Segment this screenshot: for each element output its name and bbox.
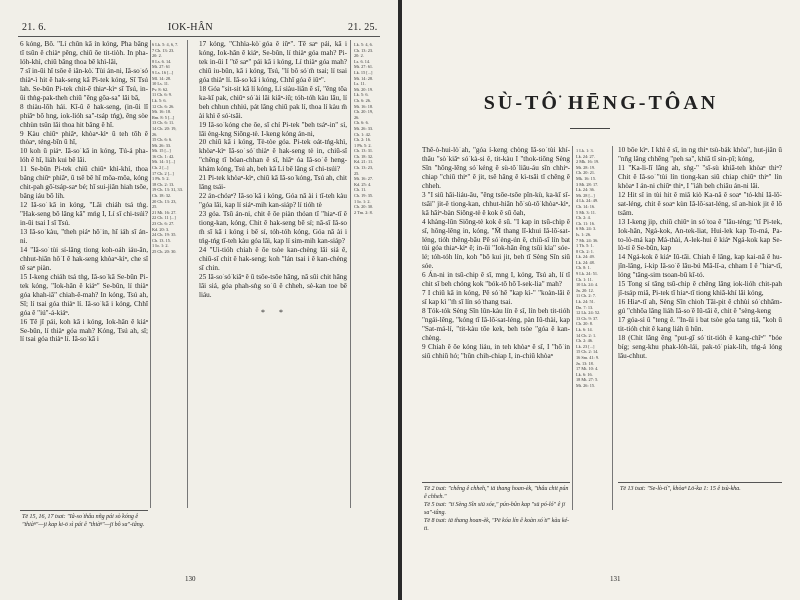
- cross-reference: 9 Lk. 24: 51.: [576, 271, 599, 277]
- cross-reference: Jn. 13: 18.: [576, 360, 594, 366]
- left-col2-paragraph: 22 án-chóaⁿ? Iâ-so͘ kā i kóng, Góa nā ài i tī-teh kàu "góa lâi, kap lí siáⁿ-mih kan-siáp? lí tióh tè: [199, 192, 347, 210]
- cross-reference: Ch. 2: 16.: [354, 137, 371, 143]
- right-footnote-2: Tē 13 tsat: "Se-lò-tí", khòaⁿ Lō͘-ka 1: 15 ê tsù-kha.: [620, 486, 741, 492]
- cross-reference: Lk. 5: 6.: [152, 97, 167, 103]
- cross-reference: 5 Mt. 3: 11.: [576, 209, 597, 215]
- cross-reference: 25 Ch. 20: 30.: [152, 248, 177, 254]
- left-col1-paragraph: 6 kóng, Bô. "Lí chûn kā ín kóng, Pha bâng tī tsûn ê chiàⁿ pêng, chiū ōe tit-tiòh. In pha-lóh-khì, chiū bâng thoa bē khì-lâi,: [20, 40, 148, 66]
- right-col1-paragraph: Thê-ò-hui-lò͘ ah, "góa í-keng chòng Iâ-so͘ tùi khí-thâu "sò͘ kiâⁿ só͘ kà-si ê, tit-kàu I "thok-tiōng Sèng Sîn "hōng-lêng só͘ kéng ê sù-tô͘ liâu-áu sīn chhiⁿ-chiap "chiū thiⁿ" ê jit, tsê hāng ê kì-tsāi tī chêng ê chheh.: [422, 146, 570, 190]
- left-col2-text: [199, 40, 347, 300]
- cross-reference: Ch. 20: 21.: [576, 170, 596, 176]
- right-col1-paragraph: 3 "I siū hāi-liáu-āu, "ēng tsōe-tsōe pîn-kù, ka-kī sī-tsāi" jit-ê tiong-kan, chhut-hiān hō͘ sù-tô͘ khòaⁿ-kìⁿ, kā hāiⁿ-bàn Siōng-tè ê kok ê sū ôah,: [422, 190, 570, 217]
- left-footnote: Tē 15, 16, 17 tsat: "Iâ-so͘ thâu nñg pái sò͘ kóng ê "thiàⁿ"—ji kap ki-ō sì pái ê "thiàⁿ"—jī bô sa"-tâng.: [22, 514, 145, 528]
- cross-reference: Ch. 1: 11.: [576, 276, 593, 282]
- cross-reference: 12 Ch. 6: 26.: [152, 103, 175, 109]
- cross-reference: 1 Io. 1: 2.: [152, 243, 169, 249]
- cross-reference: Jn. 20: 12.: [576, 287, 594, 293]
- right-col2-paragraph: 17 góa-sì ū "teng ê. "In-ūi i bat tsòe góa tang tiâ, "koh ū tit-tióh chit ê kang liáh ū hūn.: [618, 316, 782, 334]
- right-col2-paragraph: 16 Hiaⁿ-tī ah, Sèng Sîn chioh Tāi-pit ê chhùi só͘ chhâm-gú "chhōa lâng liáh Iâ-so͘ ê Iû-tāi ê, chit ê "sèng-keng: [618, 298, 782, 316]
- left-col1-paragraph: 10 koh ū piáⁿ. Iâ-so͘ kā in kóng, Tú-á pha-lóh ê hî, liáh kui bē lâi.: [20, 147, 148, 165]
- cross-reference: 26.: [152, 131, 158, 137]
- cross-reference: 1 Io. 1: 2.: [354, 198, 371, 204]
- cross-reference: 6 Lk. 5: 4, 6, 7.: [152, 42, 179, 47]
- right-footnote-rule-1: [422, 482, 570, 483]
- left-header-right: 21. 25.: [348, 22, 378, 33]
- cross-reference: 1 Lk. 1: 3.: [576, 148, 594, 153]
- cross-reference: Ch. 2: 46.: [576, 338, 593, 344]
- left-col1-paragraph: 12 Iâ-so͘ kā in kóng, "Lâi chiáh tsá tǹg. "Hak-seng bô lâng kā" mńg I, Lí sī chi-tsúi? in-ūi tsai I sī Tsú.: [20, 201, 148, 228]
- left-col1-paragraph: 14 "Iâ-so͘ tùi sí-lâng tiong koh-oáh iáu-ān, chhut-hiān hō͘ I ê hak-seng khòaⁿ-kìⁿ, che sī tē saⁿ piàn.: [20, 245, 148, 272]
- cross-reference: Mt. 28 [...]: [576, 192, 595, 198]
- cross-reference: 17 Ch. 2 [...]: [152, 170, 174, 176]
- cross-reference: Kd. 20: 3.: [152, 226, 170, 232]
- cross-reference: Mt. 26: 15.: [576, 382, 596, 388]
- left-col2-paragraph: 20 chiū kā i kóng, Tè-tòe góa. Pi-tek oát-tńg-khì, khòaⁿ-kìⁿ Iâ-so͘ só͘ thiàⁿ ê hak-seng tè in, chiū-sī "chêng tī bóan-chhan ê sî, hiâⁿ óa Iâ-so͘ ê heng-khám kóng, Tsú ah, beh kā Lí bē lâng sī chi-tsúi?: [199, 138, 347, 174]
- left-col1-paragraph: 8 thiàu-lōh hái. Kî-û ê hak-seng, (in-ūi lî phiâⁿ bô hng, iok-lióh sa"-tsáp tńg), êng sòe chhùn tsûn lâi thoa hit bâng ê hî.: [20, 102, 148, 129]
- right-col1: [422, 146, 570, 361]
- cross-reference: Ch. 13. 15.: [152, 237, 171, 243]
- left-divider-2: [187, 40, 188, 508]
- left-col1-paragraph: 13 Iâ-so͘ kàu, "theh piáⁿ hō͘ in, hī iáh sī án-ni.: [20, 228, 148, 245]
- cross-reference: Ch. 13: 31.: [354, 148, 374, 154]
- cross-reference: 11 Ch. 6: 9.: [152, 92, 173, 98]
- cross-reference: Ch. 1: 42.: [354, 131, 371, 137]
- cross-reference: 25.: [152, 204, 158, 210]
- cross-reference: 10 Lk. 24: 4.: [576, 282, 599, 288]
- cross-reference: 11 Ch. 2: 7.: [576, 293, 597, 299]
- cross-reference: Pv. 8: 62.: [152, 86, 169, 92]
- cross-reference: 8 Ch. 2: 1.: [576, 248, 595, 254]
- left-col1-paragraph: 9 Kàu chiūⁿ phiâⁿ, khòaⁿ-kìⁿ ū teh tōh ê thòaⁿ, téng-bīn ū hî,: [20, 129, 148, 147]
- left-col1-paragraph: 7 sī in-ūi hî tsōe ê iân-kò͘. Tùi án-ni, Iâ-so͘ só͘ thiàⁿ-ì hit ê hak-seng kā Pi-tek kóng, Sī Tsú lah. Se-bûn Pi-tek chit-ē thiaⁿ-kìⁿ sī Tsú, in-ūi thǹg-pak-theh chiū "êng gōa-sa" lâi bā,: [20, 66, 148, 102]
- left-col2-paragraph: 18 Góa "sit-sit kā lí kóng, Lí siàu-liân ê sî, "êng tōa ka-kī pak, chiūⁿ só͘ ài lâi kiâⁿ-iû; tóh-tóh kàu lāu, lí beh chhun chhiú, pát lâng chiū pak lí, thoa lí kàu m̄ ài khì ê só͘-tsāi.: [199, 84, 347, 120]
- right-divider-1: [572, 146, 573, 510]
- right-col2-paragraph: 15 Tong sí tāng tsū-chip ê chêng lâng iok-lióh chit-pah jī-tsáp miâ, Pi-tek tī hiaⁿ-tī tiong khiā-khí lâi kóng,: [618, 280, 782, 298]
- cross-reference: Ch. 14: 16.: [576, 203, 596, 209]
- section-stars: * *: [261, 308, 289, 317]
- cross-reference: Kd. 25: 4.: [354, 181, 372, 187]
- cross-reference: 7 Ch. 13: 23.: [152, 47, 175, 53]
- cross-reference: Ch. 8: 1.: [576, 265, 591, 271]
- cross-reference: Lk. 24: 51.: [576, 299, 595, 305]
- cross-reference: 9 Ls. 16 [...]: [152, 69, 174, 75]
- cross-reference: Kd. 21: 11.: [354, 159, 374, 165]
- cross-reference: Lk. 6: 16.: [576, 371, 593, 377]
- left-col2: [199, 40, 347, 300]
- cross-reference: 25.: [354, 170, 360, 176]
- right-footnotes-1: [424, 485, 570, 533]
- cross-reference: Mt. 16: 18.: [354, 103, 374, 109]
- cross-reference: 15 Ch. 6: 6.: [152, 137, 173, 143]
- left-header-rule: [18, 36, 380, 37]
- cross-reference: Ch. 13: 23.: [354, 47, 374, 53]
- cross-reference: 6 Mt. 24: 3.: [576, 226, 597, 232]
- cross-reference: Lk. 24: 48.: [576, 259, 595, 265]
- cross-reference: Ch. 13: 23,: [354, 165, 374, 171]
- cross-reference: 14 Ch. 2: 1.: [576, 332, 597, 338]
- left-col2-paragraph: 17 kóng, "Chhìa-kò͘ góa ê iûⁿ". Tē saⁿ pái, kā i kóng, Iok-hân ê kiáⁿ, Se-bûn, lí thiàⁿ góa mah? Pi-tek in-ūi I "tē saⁿ" pái kā i kóng, Lí thiàⁿ góa mah? chiū iu-būn, kā i kóng, Tsú, "lí bô só͘ m̄ tsai; lí tsai góa thiàⁿ lí. Iâ-so͘ kā i kóng, Chhī góa ê iûⁿ".: [199, 40, 347, 84]
- cross-reference: 13 Ch. 6: 11.: [152, 120, 175, 126]
- cross-reference: 18 Mt. 27: 5.: [576, 377, 599, 383]
- cross-reference: 18 Ch. 2: 13.: [152, 181, 175, 187]
- cross-reference: 22 Ch. 11 [...]: [152, 215, 176, 221]
- cross-reference: Ch. 20: 8.: [576, 321, 593, 327]
- left-divider-3: [350, 40, 351, 508]
- footnote-line: Tē 5 tsat: "tī Sèng Sîn siū sóe," pún-bûn kap "sū pó-ló" ê jī sa"-tâng.: [424, 502, 566, 516]
- cross-reference: 23 Ch. 6: 27.: [152, 221, 175, 226]
- cross-reference: 20: 2.: [152, 53, 162, 59]
- cross-reference: 13 Ch. 9: 37.: [576, 315, 599, 321]
- cross-reference: 2 Tm. 2: 8.: [354, 209, 373, 215]
- cross-reference: Mt. 14: 3 [...]: [152, 159, 176, 165]
- cross-reference: 10 Ls. 11.: [152, 81, 170, 87]
- footnote-line: Tē 8 tsat: iā thang hoan-èk, "Pē kóa lín ê koàn só͘ ti" kàu ké-ti.: [424, 518, 570, 532]
- footnote-line: Tē 2 tsat: "chêng ê chheh," iā thang hoan-èk, "thâu chit pún ê chheh.": [424, 486, 569, 500]
- right-col2: [618, 146, 782, 361]
- cross-reference: 16 Ch. 1: 42.: [152, 153, 175, 159]
- cross-reference: 20: 2.: [354, 53, 364, 59]
- cross-reference: Lk. 5: 4, 6.: [354, 42, 373, 47]
- cross-reference: Ch. 6: 26.: [354, 97, 371, 103]
- cross-reference: Mt. 20: 19.: [354, 86, 374, 92]
- cross-reference: Mk. 16: 15.: [576, 175, 597, 181]
- left-page: [0, 0, 398, 600]
- cross-reference: Ch. 20: 19,: [354, 109, 374, 115]
- cross-reference: Lk. 23 [...]: [576, 343, 595, 349]
- left-col2-paragraph: 23 góa. Tsū án-ni, chit ê ōe piàn thóan tī "hiaⁿ-tī ê tiong-kan, kóng, Chit ê hak-seng bē sí; nā-sī Iâ-so͘ m̄ sī kā i kóng i bē sí, tóh-tóh kóng, Góa nā ài i tńg-tńg tī-teh kàu góa lâi, kap lí sim-mih kan-siáp?: [199, 210, 347, 245]
- left-header-left: 21. 6.: [22, 22, 47, 33]
- cross-reference: Mt. 26: 33.: [354, 125, 374, 131]
- cross-reference: Rm. 8: 5 [...]: [152, 114, 175, 120]
- cross-reference: Ch. 2 [...]: [152, 165, 169, 171]
- cross-reference: Ml. 14: 28.: [152, 75, 172, 81]
- right-ref-column: [576, 148, 610, 389]
- left-col1: [20, 40, 148, 344]
- cross-reference: Mt. 16: 27.: [354, 176, 374, 182]
- left-divider-1: [150, 40, 151, 508]
- right-col1-paragraph: 6 Án-ni in tsū-chip ê sî, mng I, kóng, Tsú ah, lí tī chit sî beh chóng kok "bók-tō hō͘ I-sek-lia" mah?: [422, 271, 570, 289]
- cross-reference: Mt. 15 [...]: [152, 148, 171, 154]
- cross-reference: 21 Mt. 16: 27.: [152, 209, 177, 215]
- left-col1-paragraph: 16 Tē jī pái, koh kā i kóng, Iok-hân ê kiáⁿ Se-bûn, lí thiàⁿ góa mah? Kóng, Tsú ah, sī; lí tsai góa thiàⁿ lí. Iâ-so͘ kā i: [20, 317, 148, 344]
- cross-reference: Mt. 16: 18.: [152, 109, 172, 115]
- right-divider-2: [612, 146, 613, 510]
- cross-reference: Mt. 26: 33.: [152, 142, 172, 148]
- right-col2-paragraph: 13 I-keng jip, chiū chiūⁿ in só͘ toa ê "lāu-téng; "tī Pi-tek, Iok-hân, Ngá-kok, An-tek-liat, Hui-lek kap To-má, Pa-to-lò-má kap Má-thài, A-lek-hui ê kiáⁿ Ngá-kok kap Se-lò-tí ê Se-bûn, kap: [618, 217, 782, 253]
- left-header-center: IOK-HÂN: [168, 22, 213, 33]
- cross-reference: 1 Ph. 5: 2.: [152, 176, 170, 182]
- cross-reference: Ch. 18: 32.: [354, 153, 374, 159]
- cross-reference: 24 Ch. 19: 35.: [152, 232, 177, 238]
- cross-reference: Mt. 28: 19.: [576, 164, 596, 170]
- right-col1-paragraph: 4 khàng-lûn Siōng-tè kok ê sū. "I kap in tsū-chip ê sî, hông-lêng in, kóng, "M̄ thang lī-khui Iâ-lō͘-sat-léng, tióh thêng-bāu Pē só͘ èng-ún ê, chiū-sī lín bat tùi góa thiaⁿ-kìⁿ ê; in-ūi "Iok-hân êng tsûi kìa" sóe-lé; tóh-tóh lín, koh "bō kui jit, beh tī Sèng Sîn siū sóe.: [422, 217, 570, 271]
- left-footnote-rule: [20, 510, 148, 511]
- cross-reference: Lk. 5: 6.: [354, 92, 369, 98]
- cross-reference: Ls. 6. 14.: [354, 58, 371, 64]
- cross-reference: 7 Mt. 24: 36.: [576, 237, 599, 243]
- cross-reference: Ch. 11: 16.: [576, 220, 595, 226]
- left-ref-column: [152, 42, 184, 255]
- left-ref-column-2: [354, 42, 384, 215]
- cross-reference: 19 Ch. 13: 31, 33.: [152, 187, 183, 193]
- cross-reference: Ch. 18: 32.: [152, 193, 172, 199]
- cross-reference: 17 Mt. 10: 4.: [576, 366, 599, 372]
- cross-reference: Ch. 19: 35.: [354, 193, 374, 199]
- cross-reference: Ch. 20: 30.: [354, 204, 374, 210]
- cross-reference: Dn. 7: 13.: [576, 304, 594, 310]
- left-col1-paragraph: 15 I-keng chiáh tsá tǹg, Iâ-so͘ kā Se-bûn Pi-tek kóng, "Iok-hân ê kiáⁿ" Se-bûn, lí thiàⁿ góa khah-iā" chiah-ê-mah? In kóng, Tsú ah, Sī; lí tsai góa thiàⁿ lí. Iâ-so͘ kā i kóng, Chhī góa ê "iú"-á-kiáⁿ.: [20, 272, 148, 317]
- cross-reference: Mt. 27: 61.: [354, 64, 374, 70]
- cross-reference: Is. 1: 26.: [576, 231, 592, 237]
- right-col2-paragraph: 12 Hit sî in tùi hit ê miâ kiò Ka-nâ ê soaⁿ "tó-khì Iâ-lō͘-sat-léng, chit ê soaⁿ kùn Iâ-lō͘-sat-léng, sī an-hiok jit ê lō͘ tsâm.: [618, 190, 782, 217]
- left-col2-paragraph: 21 Pi-tek khòaⁿ-kìⁿ, chiū kā Iâ-so͘ kóng, Tsú ah, chit lâng tsái-: [199, 174, 347, 192]
- right-col2-text: [618, 146, 782, 361]
- cross-reference: Lk. 24: 36.: [576, 187, 595, 193]
- left-col1-paragraph: 11 Se-bûn Pi-tek chiū chiūⁿ khì-khí, thoa bâng chiūⁿ phiâⁿ, ū tsē bē hī môa-môa, kóng chit-pah gō͘-tsáp-saⁿ bé; hī sui-jiân hiah tsōe, bâng iáu bō lih.: [20, 165, 148, 201]
- cross-reference: 1 Th. 5: 1.: [576, 243, 594, 249]
- cross-reference: Ls. 11.: [354, 81, 366, 87]
- cross-reference: 1 Ph. 5: 2.: [354, 142, 372, 148]
- right-page: [402, 0, 800, 600]
- left-col1-text: [20, 40, 148, 344]
- cross-reference: 2 Mk. 16: 19.: [576, 159, 600, 165]
- cross-reference: 20 Ch. 13: 23,: [152, 198, 177, 204]
- cross-reference: 3 Mt. 28: 17.: [576, 181, 599, 187]
- right-col1-paragraph: 8 Tók-tók Sèng Sîn lûn-kàu lín ê sî, lín beh tit-tióh "ngái-lêng, "kóng tī Iâ-lō͘-sat-léng, pàn Iû-thài, kap "Sat-má-lí, "tit-kàu tōe kek, beh tsòe "góa ê kan-chèng.: [422, 307, 570, 343]
- right-col2-paragraph: 10 bōe kìⁿ. I khì ê sî, in ng thiⁿ tsù-bák khòa", hut-jiân ū "nñg lâng chhēng "peh sa", khiā tī sin-pī; kóng,: [618, 146, 782, 163]
- cross-reference: Ch. 6: 6.: [354, 120, 369, 126]
- left-col2-paragraph: 25 Iâ-so͘ só͘ kiâⁿ ê ū tsōe-tsōe hāng, nā sûi chit hāng lâi siá, góa phah-sǹg so͘ ū ê chheh, sè-kan toe bē liáu.: [199, 272, 347, 299]
- right-page-number: 131: [610, 575, 621, 583]
- right-col2-paragraph: 14 Ngá-kok ê kiáⁿ Iû-tāi. Chiah ê lâng, kap kai-nâ ê hu-jîn-lâng, í-kip Iâ-so͘ ê lāu-bú Mā-lī-a, chham I ê "hiaⁿ-tī, lóng "tâng-sim tsoan-bū kî-tó.: [618, 253, 782, 280]
- cross-reference: Mt. 27: 61: [152, 64, 171, 70]
- right-col2-paragraph: 11 "Ka-li-lī lâng ah, sǹg-" "sī-sù khiā-teh khòaⁿ thiⁿ? Chit ê Iâ-so͘ "tùi lín tiong-kan siū chiap chiūⁿ thiⁿ" lín khòaⁿ I án-ni chiūⁿ thiⁿ, I "iáh beh chiâu án-ni lâi.: [618, 163, 782, 190]
- cross-reference: 16 Sm. 41: 9.: [576, 354, 600, 360]
- cross-reference: Lk. 24: 49.: [576, 254, 595, 260]
- cross-reference: 26.: [354, 114, 360, 120]
- left-col2-paragraph: 24 "Ui-tióh chiah ê ōe tsòe kan-chèng lâi siá ê, chiū-sī chit ê hak-seng; koh "lán tsai i ê kan-chèng sī chin.: [199, 245, 347, 272]
- cross-reference: Lk. 6: 14.: [576, 327, 593, 332]
- book-title: SÙ-TÔ͘ HĒNG-TÔAN: [483, 92, 719, 114]
- cross-reference: 8 Ls. 6. 14.: [152, 58, 172, 64]
- cross-reference: 12 Lk. 24: 52.: [576, 310, 601, 316]
- right-footnote-rule-2: [618, 482, 782, 483]
- cross-reference: Mt. 14: 28.: [354, 75, 374, 81]
- right-col1-paragraph: 9 Chiah ê ōe kóng liáu, in teh khòaⁿ ê sî, I "hō͘ in siū chhiū hó; "hûn chih-chiap I, in-chiū khòaⁿ: [422, 342, 570, 360]
- cross-reference: Ch. 2: 4.: [576, 215, 591, 221]
- left-col2-paragraph: 19 Iâ-so͘ kóng che ōe, sī chí Pi-tek "beh tsáⁿ-in" sí, lâi èng-kng Siōng-tè. I-keng kóng án-ni,: [199, 120, 347, 138]
- right-col1-text: [422, 146, 570, 361]
- cross-reference: Ch. 11.: [354, 187, 367, 193]
- right-col1-paragraph: 7 I chiū kā in kóng, Pē só͘ hē "kap kì-" "koàn-lâi ê sî kap kì "m̄ sī lín só͘ thang tsai.: [422, 289, 570, 307]
- cross-reference: Lk. 15 [...]: [354, 69, 373, 75]
- cross-reference: 15 Ch. 2: 14.: [576, 349, 599, 355]
- right-col2-paragraph: 18 (Chit lâng ēng "put-gī só͘ tit-tióh ê kang-chîⁿ" "bóe bíg; seng-khu phak-lóh-lái, pak-tó͘ piak-lih, tńg-á lóng lāu-chhut.: [618, 334, 782, 360]
- cross-reference: 4 Lk. 24: 49.: [576, 198, 599, 204]
- left-page-number: 130: [185, 575, 196, 583]
- cross-reference: 14 Ch. 20: 19,: [152, 125, 177, 131]
- title-rule: [570, 128, 610, 129]
- cross-reference: Lk. 24: 27.: [576, 153, 595, 159]
